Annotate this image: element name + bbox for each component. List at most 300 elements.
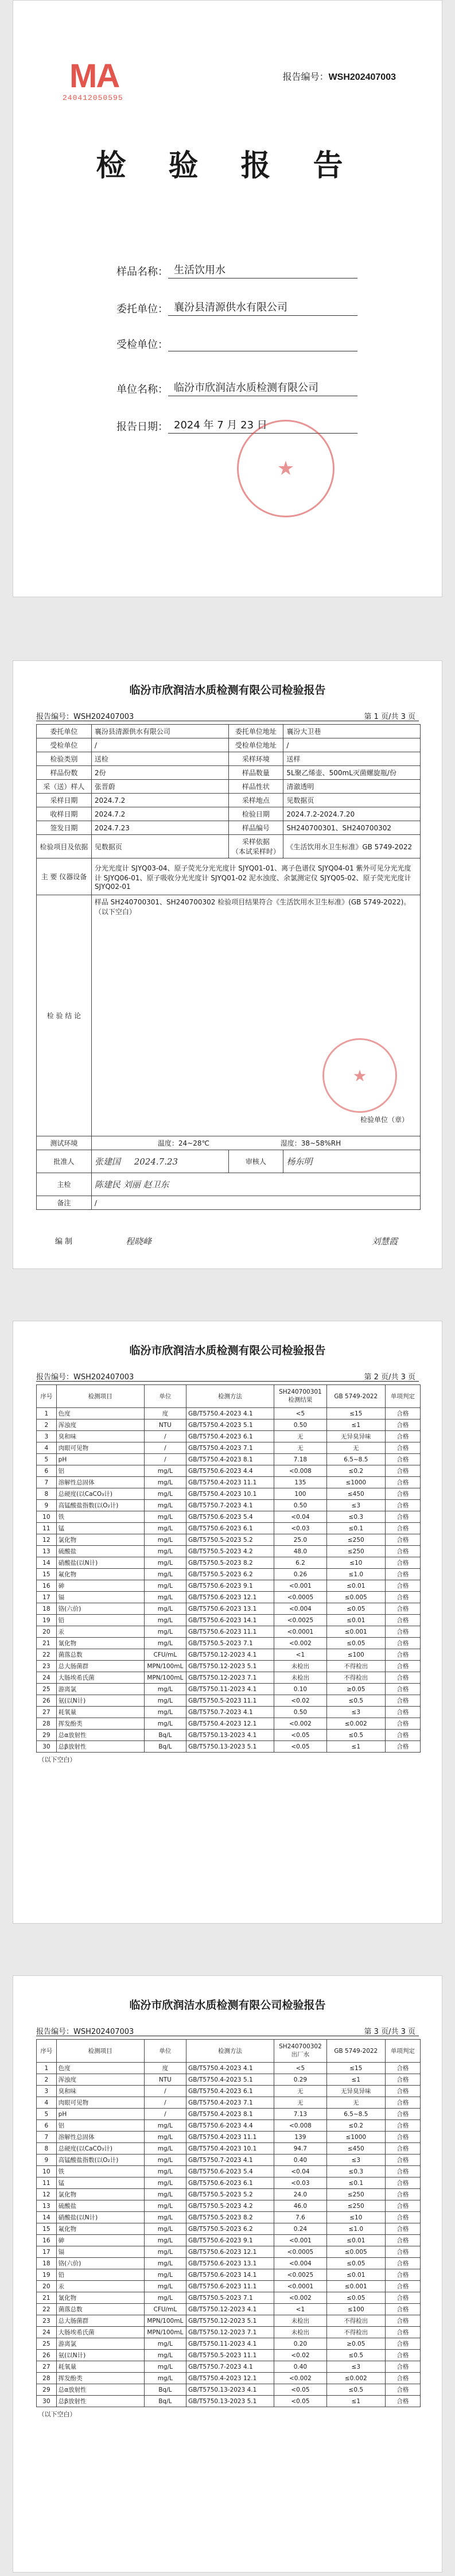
table-cell: 氰化物: [56, 2292, 144, 2304]
report-page-3: [13, 1975, 442, 2573]
table-cell: Bq/L: [144, 2396, 186, 2407]
table-cell: 16: [37, 2235, 57, 2246]
table-cell: mg/L: [144, 2120, 186, 2132]
table-cell: 合格: [385, 1431, 420, 1442]
table-cell: 26: [37, 2350, 57, 2361]
table-cell: GB/T5750.7-2023 4.1: [186, 1707, 274, 1718]
info-value: /: [91, 738, 228, 752]
table-cell: 未检出: [274, 1672, 327, 1684]
table-cell: 3: [37, 1431, 57, 1442]
table-cell: 24: [37, 1672, 57, 1684]
table-cell: GB/T5750.12-2023 7.1: [186, 2327, 274, 2338]
table-cell: /: [144, 2097, 186, 2109]
table-cell: ≤3: [326, 2361, 385, 2373]
table-cell: mg/L: [144, 1695, 186, 1707]
table-cell: <0.002: [274, 1718, 327, 1730]
table-cell: 0.50: [274, 1419, 327, 1431]
table-cell: 0.26: [274, 1569, 327, 1580]
table-cell: 氟化物: [56, 1569, 144, 1580]
table-cell: mg/L: [144, 1580, 186, 1592]
table-cell: <0.0005: [274, 1592, 327, 1603]
table-row: [37, 2189, 421, 2200]
table-cell: GB/T5750.5-2023 8.2: [186, 1557, 274, 1569]
report-number: 报告编号：WSH202407003: [36, 2028, 134, 2036]
table-cell: mg/L: [144, 1684, 186, 1695]
table-cell: 0.40: [274, 2361, 327, 2373]
table-cell: GB/T5750.12-2023 4.1: [186, 1649, 274, 1661]
info-value: 襄汾大卫巷: [283, 725, 421, 738]
table-cell: GB/T5750.4-2023 4.1: [186, 1408, 274, 1419]
table-cell: 合格: [385, 2373, 420, 2384]
table-cell: NTU: [144, 1419, 186, 1431]
table-cell: CFU/mL: [144, 2304, 186, 2315]
table-cell: 10: [37, 2166, 57, 2177]
table-cell: ≤0.01: [326, 1580, 385, 1592]
table-cell: 合格: [385, 1592, 420, 1603]
table-cell: MPN/100mL: [144, 1672, 186, 1684]
table-cell: <0.0025: [274, 1615, 327, 1626]
table-cell: <0.004: [274, 1603, 327, 1615]
table-cell: 11: [37, 1523, 57, 1534]
table-cell: GB/T5750.6-2023 4.4: [186, 2120, 274, 2132]
table-cell: 6.5~8.5: [326, 2109, 385, 2120]
info-label: 收样日期: [37, 807, 92, 821]
table-cell: 合格: [385, 1672, 420, 1684]
table-cell: ≤0.05: [326, 1603, 385, 1615]
info-row: [37, 725, 421, 738]
table-row: [37, 1649, 421, 1661]
table-cell: ≤3: [326, 1500, 385, 1511]
table-cell: 铅: [56, 1615, 144, 1626]
table-cell: 合格: [385, 1534, 420, 1546]
table-row: [37, 2109, 421, 2120]
table-cell: ≤0.002: [326, 1718, 385, 1730]
table-cell: GB/T5750.12-2023 5.1: [186, 1661, 274, 1672]
table-cell: GB/T5750.11-2023 4.1: [186, 1684, 274, 1695]
conclusion-note: （以下空白）: [94, 908, 136, 916]
table-cell: GB/T5750.13-2023 4.1: [186, 1730, 274, 1741]
table-cell: ≤0.3: [326, 1511, 385, 1523]
table-row: [37, 1730, 421, 1741]
report-page-1: [13, 660, 442, 1269]
table-cell: 合格: [385, 2269, 420, 2281]
table-cell: 无: [326, 2097, 385, 2109]
info-value: 2024.7.2-2024.7.20: [283, 807, 421, 821]
table-cell: 无: [274, 1431, 327, 1442]
table-cell: 臭和味: [56, 1431, 144, 1442]
table-cell: ≤10: [326, 2212, 385, 2223]
table-cell: 合格: [385, 1442, 420, 1454]
info-value: 2024.7.23: [91, 821, 228, 835]
table-cell: GB/T5750.4-2023 11.1: [186, 2132, 274, 2143]
table-cell: 合格: [385, 2258, 420, 2269]
table-cell: 13: [37, 1546, 57, 1557]
report-header: 临汾市欣润洁水质检测有限公司检验报告: [129, 1344, 326, 1357]
info-label: 受检单位地址: [228, 738, 283, 752]
results-tail: （以下空白）: [38, 1755, 76, 1763]
info-row: [37, 766, 421, 780]
table-row: [37, 1523, 421, 1534]
table-cell: <5: [274, 1408, 327, 1419]
table-cell: mg/L: [144, 2361, 186, 2373]
table-cell: 大肠埃希氏菌: [56, 1672, 144, 1684]
table-cell: 合格: [385, 2396, 420, 2407]
table-cell: 合格: [385, 2063, 420, 2074]
table-cell: 汞: [56, 2281, 144, 2292]
table-cell: 砷: [56, 1580, 144, 1592]
table-cell: 合格: [385, 2074, 420, 2086]
table-cell: mg/L: [144, 2258, 186, 2269]
table-cell: 合格: [385, 2361, 420, 2373]
star-icon: ★: [277, 458, 295, 479]
table-cell: 24: [37, 2327, 57, 2338]
table-row: [37, 2396, 421, 2407]
cover-page: [13, 0, 442, 597]
table-row: [37, 1511, 421, 1523]
cover-row-lab: 单位名称： 临汾市欣润洁水质检测有限公司: [99, 380, 357, 396]
table-cell: 菌落总数: [56, 2304, 144, 2315]
table-cell: 100: [274, 1488, 327, 1500]
info-value: 2024.7.2: [91, 807, 228, 821]
table-cell: 臭和味: [56, 2086, 144, 2097]
table-cell: 0.50: [274, 1500, 327, 1511]
info-row: [37, 752, 421, 766]
table-cell: 合格: [385, 2292, 420, 2304]
table-cell: 5: [37, 1454, 57, 1465]
table-cell: 不得检出: [326, 2315, 385, 2327]
page-number: 第 3 页/共 3 页: [364, 2028, 415, 2036]
table-cell: mg/L: [144, 2223, 186, 2235]
table-cell: <0.04: [274, 2166, 327, 2177]
table-cell: /: [144, 1442, 186, 1454]
table-row: [37, 1741, 421, 1753]
table-cell: ≤450: [326, 1488, 385, 1500]
table-cell: GB/T5750.5-2023 4.2: [186, 1546, 274, 1557]
table-cell: <0.002: [274, 2292, 327, 2304]
ma-code: 240412050595: [63, 94, 123, 102]
info-label: 检验日期: [228, 807, 283, 821]
table-cell: ≤1: [326, 2074, 385, 2086]
table-cell: mg/L: [144, 2269, 186, 2281]
table-cell: <0.05: [274, 1730, 327, 1741]
table-cell: GB/T5750.5-2023 6.2: [186, 2223, 274, 2235]
table-cell: GB/T5750.4-2023 5.1: [186, 2074, 274, 2086]
table-cell: mg/L: [144, 1615, 186, 1626]
cover-title: 检 验 报 告: [96, 149, 359, 183]
table-cell: GB/T5750.6-2023 6.1: [186, 2177, 274, 2189]
table-cell: 合格: [385, 1649, 420, 1661]
table-row: [37, 1419, 421, 1431]
table-cell: 5: [37, 2109, 57, 2120]
table-cell: <0.002: [274, 1638, 327, 1649]
table-cell: GB/T5750.6-2023 9.1: [186, 1580, 274, 1592]
table-cell: GB/T5750.4-2023 6.1: [186, 1431, 274, 1442]
table-cell: 色度: [56, 2063, 144, 2074]
table-cell: 无: [274, 2097, 327, 2109]
table-cell: GB/T5750.12-2023 4.1: [186, 2304, 274, 2315]
table-cell: /: [144, 2086, 186, 2097]
table-cell: 合格: [385, 2120, 420, 2132]
table-cell: 合格: [385, 2338, 420, 2350]
table-cell: ≤1.0: [326, 2223, 385, 2235]
table-cell: ≤0.001: [326, 2281, 385, 2292]
table-cell: 0.20: [274, 2338, 327, 2350]
table-cell: 镉: [56, 1592, 144, 1603]
table-cell: 7: [37, 2132, 57, 2143]
table-cell: GB/T5750.6-2023 11.1: [186, 2281, 274, 2292]
table-row: [37, 2269, 421, 2281]
table-row: [37, 2177, 421, 2189]
table-cell: 17: [37, 1592, 57, 1603]
table-cell: 1: [37, 2063, 57, 2074]
table-cell: 氯化物: [56, 2189, 144, 2200]
table-cell: 合格: [385, 1408, 420, 1419]
table-cell: 15: [37, 1569, 57, 1580]
table-cell: ≤3: [326, 2155, 385, 2166]
info-row: [37, 794, 421, 807]
table-cell: 菌落总数: [56, 1649, 144, 1661]
table-cell: 锰: [56, 2177, 144, 2189]
table-cell: mg/L: [144, 1626, 186, 1638]
table-cell: GB/T5750.5-2023 11.1: [186, 1695, 274, 1707]
table-cell: GB/T5750.6-2023 4.4: [186, 1465, 274, 1477]
table-cell: GB/T5750.4-2023 11.1: [186, 1477, 274, 1488]
table-cell: 94.7: [274, 2143, 327, 2155]
table-cell: mg/L: [144, 1534, 186, 1546]
conclusion-text: 样品 SH240700301、SH240700302 检验项目结果符合《生活饮用水卫生标准》(GB 5749-2022)。: [94, 898, 411, 906]
table-cell: 合格: [385, 2177, 420, 2189]
table-row: [37, 1592, 421, 1603]
table-row: [37, 2361, 421, 2373]
report-info-table: [36, 724, 421, 1210]
table-cell: 锰: [56, 1523, 144, 1534]
table-row: [37, 2200, 421, 2212]
table-cell: GB/T5750.4-2023 8.1: [186, 2109, 274, 2120]
table-cell: 11: [37, 2177, 57, 2189]
table-cell: 合格: [385, 1718, 420, 1730]
table-cell: 无异臭异味: [326, 1431, 385, 1442]
table-cell: 砷: [56, 2235, 144, 2246]
table-cell: GB/T5750.5-2023 7.1: [186, 2292, 274, 2304]
table-cell: ≥0.05: [326, 2338, 385, 2350]
table-cell: 27: [37, 1707, 57, 1718]
table-cell: 度: [144, 2063, 186, 2074]
table-cell: mg/L: [144, 1465, 186, 1477]
table-cell: Bq/L: [144, 1730, 186, 1741]
table-cell: 肉眼可见物: [56, 2097, 144, 2109]
table-cell: GB/T5750.6-2023 12.1: [186, 1592, 274, 1603]
table-cell: mg/L: [144, 1638, 186, 1649]
table-cell: <0.002: [274, 2373, 327, 2384]
table-cell: 12: [37, 2189, 57, 2200]
table-cell: 无异臭异味: [326, 2086, 385, 2097]
table-cell: mg/L: [144, 1546, 186, 1557]
table-row: [37, 2327, 421, 2338]
table-cell: 大肠埃希氏菌: [56, 2327, 144, 2338]
table-cell: 溶解性总固体: [56, 2132, 144, 2143]
info-value: 2024.7.2: [91, 794, 228, 807]
table-cell: <0.004: [274, 2258, 327, 2269]
results-tail: （以下空白）: [38, 2410, 76, 2418]
table-cell: ≤1: [326, 1419, 385, 1431]
table-cell: <0.008: [274, 1465, 327, 1477]
table-cell: GB/T5750.6-2023 11.1: [186, 1626, 274, 1638]
table-cell: 合格: [385, 2143, 420, 2155]
table-cell: 25.0: [274, 1534, 327, 1546]
table-cell: ≤15: [326, 2063, 385, 2074]
table-cell: <0.0001: [274, 2281, 327, 2292]
table-cell: 未检出: [274, 2315, 327, 2327]
table-cell: pH: [56, 1454, 144, 1465]
table-cell: <0.02: [274, 2350, 327, 2361]
table-cell: 合格: [385, 1615, 420, 1626]
table-cell: 0.50: [274, 1707, 327, 1718]
table-row: [37, 2338, 421, 2350]
table-cell: 高锰酸盐指数(以O₂计): [56, 1500, 144, 1511]
results-header-row: 序号 检测项目 单位 检测方法 SH240700301 检测结果 GB 5749-2022 单项判定: [37, 1385, 421, 1408]
info-value: 清澈透明: [283, 780, 421, 794]
table-cell: 无: [326, 1442, 385, 1454]
table-cell: 合格: [385, 1419, 420, 1431]
table-cell: <0.001: [274, 2235, 327, 2246]
table-cell: 合格: [385, 2315, 420, 2327]
table-cell: GB/T5750.4-2023 4.1: [186, 2063, 274, 2074]
table-cell: 合格: [385, 2086, 420, 2097]
cover-row-sample: 样品名称： 生活饮用水: [99, 262, 357, 279]
table-cell: mg/L: [144, 2200, 186, 2212]
table-cell: 139: [274, 2132, 327, 2143]
table-cell: 26: [37, 1695, 57, 1707]
table-cell: 总硬度(以CaCO₃计): [56, 2143, 144, 2155]
table-cell: 合格: [385, 2327, 420, 2338]
table-cell: mg/L: [144, 2373, 186, 2384]
table-cell: 0.29: [274, 2074, 327, 2086]
table-cell: 合格: [385, 1741, 420, 1753]
info-row: [37, 738, 421, 752]
table-cell: mg/L: [144, 1707, 186, 1718]
table-cell: 0.24: [274, 2223, 327, 2235]
table-cell: <0.0025: [274, 2269, 327, 2281]
table-cell: 无: [274, 2086, 327, 2097]
table-cell: 氯化物: [56, 1534, 144, 1546]
results-table-1: [36, 1384, 421, 1766]
results-header-row: 序号 检测项目 单位 检测方法 SH240700302 出厂水 GB 5749-2022 单项判定: [37, 2040, 421, 2063]
info-label: 采样日期: [37, 794, 92, 807]
table-cell: 未检出: [274, 1661, 327, 1672]
info-row: [37, 780, 421, 794]
table-cell: 29: [37, 1730, 57, 1741]
cover-row-inspected: 受检单位：: [99, 336, 357, 351]
table-cell: 合格: [385, 1465, 420, 1477]
table-row: [37, 2120, 421, 2132]
table-cell: 氟化物: [56, 2223, 144, 2235]
table-cell: ≤1000: [326, 2132, 385, 2143]
table-cell: /: [144, 2109, 186, 2120]
table-row: [37, 2292, 421, 2304]
issue-label: 检验单位（章）: [360, 1116, 409, 1124]
table-cell: 9: [37, 2155, 57, 2166]
cover-row-date: 报告日期： 2024 年 7 月 23 日: [99, 417, 357, 434]
table-cell: mg/L: [144, 2235, 186, 2246]
table-cell: mg/L: [144, 1477, 186, 1488]
table-cell: ≤0.5: [326, 2384, 385, 2396]
table-cell: GB/T5750.6-2023 13.1: [186, 1603, 274, 1615]
table-cell: GB/T5750.4-2023 7.1: [186, 1442, 274, 1454]
table-cell: 13: [37, 2200, 57, 2212]
table-cell: <1: [274, 1649, 327, 1661]
table-cell: 合格: [385, 2350, 420, 2361]
table-cell: GB/T5750.6-2023 12.1: [186, 2246, 274, 2258]
table-cell: 6.2: [274, 1557, 327, 1569]
table-cell: 合格: [385, 1707, 420, 1718]
table-cell: 14: [37, 1557, 57, 1569]
table-cell: 合格: [385, 2097, 420, 2109]
ma-logo-text: MA: [69, 57, 119, 95]
table-cell: <0.03: [274, 2177, 327, 2189]
table-cell: 30: [37, 2396, 57, 2407]
table-cell: mg/L: [144, 1603, 186, 1615]
table-cell: 2: [37, 2074, 57, 2086]
basis-row: 检验项目及依据 见数据页 采样依据 （本试采样时） 《生活饮用水卫生标准》GB 5749-2022: [37, 835, 421, 858]
info-value: 张晋蔚: [91, 780, 228, 794]
table-cell: 镉: [56, 2246, 144, 2258]
table-cell: 24.0: [274, 2189, 327, 2200]
table-cell: mg/L: [144, 2281, 186, 2292]
table-cell: <0.0005: [274, 2246, 327, 2258]
info-label: 委托单位地址: [228, 725, 283, 738]
info-label: 采（送）样人: [37, 780, 92, 794]
table-cell: GB/T5750.5-2023 6.2: [186, 1569, 274, 1580]
table-row: [37, 2235, 421, 2246]
table-cell: GB/T5750.4-2023 10.1: [186, 2143, 274, 2155]
instruments-row: 主 要 仪器设备 分光光度计 SJYQ03-04、原子荧光分光光度计 SJYQ01-01、离子色谱仪 SJYQ04-01 紫外可见分光光度计 SJYQ06-01、原子吸收分光光度计 SJYQ01-02 泥水浊度、余氯测定仪 SJYQ05-02、原子荧光光度计 SJYQ02-01: [37, 858, 421, 895]
table-cell: Bq/L: [144, 2384, 186, 2396]
table-cell: GB/T5750.13-2023 4.1: [186, 2384, 274, 2396]
table-cell: MPN/100mL: [144, 2315, 186, 2327]
table-row: [37, 2315, 421, 2327]
table-cell: mg/L: [144, 2155, 186, 2166]
table-cell: mg/L: [144, 1592, 186, 1603]
table-cell: Bq/L: [144, 1741, 186, 1753]
table-cell: 合格: [385, 1580, 420, 1592]
table-cell: mg/L: [144, 1488, 186, 1500]
table-cell: 135: [274, 1477, 327, 1488]
table-cell: 色度: [56, 1408, 144, 1419]
remark-row: 备注 /: [37, 1196, 421, 1210]
table-cell: ≤0.01: [326, 1615, 385, 1626]
table-cell: 总硬度(以CaCO₃计): [56, 1488, 144, 1500]
table-cell: 23: [37, 2315, 57, 2327]
table-row: [37, 1695, 421, 1707]
table-cell: GB/T5750.7-2023 4.1: [186, 1500, 274, 1511]
table-cell: <0.001: [274, 1580, 327, 1592]
table-row: [37, 1488, 421, 1500]
table-row: [37, 2166, 421, 2177]
table-cell: 未检出: [274, 2327, 327, 2338]
table-cell: 合格: [385, 2223, 420, 2235]
info-label: 受检单位: [37, 738, 92, 752]
table-cell: ≤0.001: [326, 1626, 385, 1638]
table-row: [37, 2155, 421, 2166]
table-row: [37, 2132, 421, 2143]
table-cell: 合格: [385, 1626, 420, 1638]
table-cell: 耗氧量: [56, 2361, 144, 2373]
table-cell: 总β放射性: [56, 1741, 144, 1753]
table-cell: 铬(六价): [56, 1603, 144, 1615]
table-cell: ≤0.2: [326, 2120, 385, 2132]
info-label: 检验类别: [37, 752, 92, 766]
table-cell: mg/L: [144, 1500, 186, 1511]
